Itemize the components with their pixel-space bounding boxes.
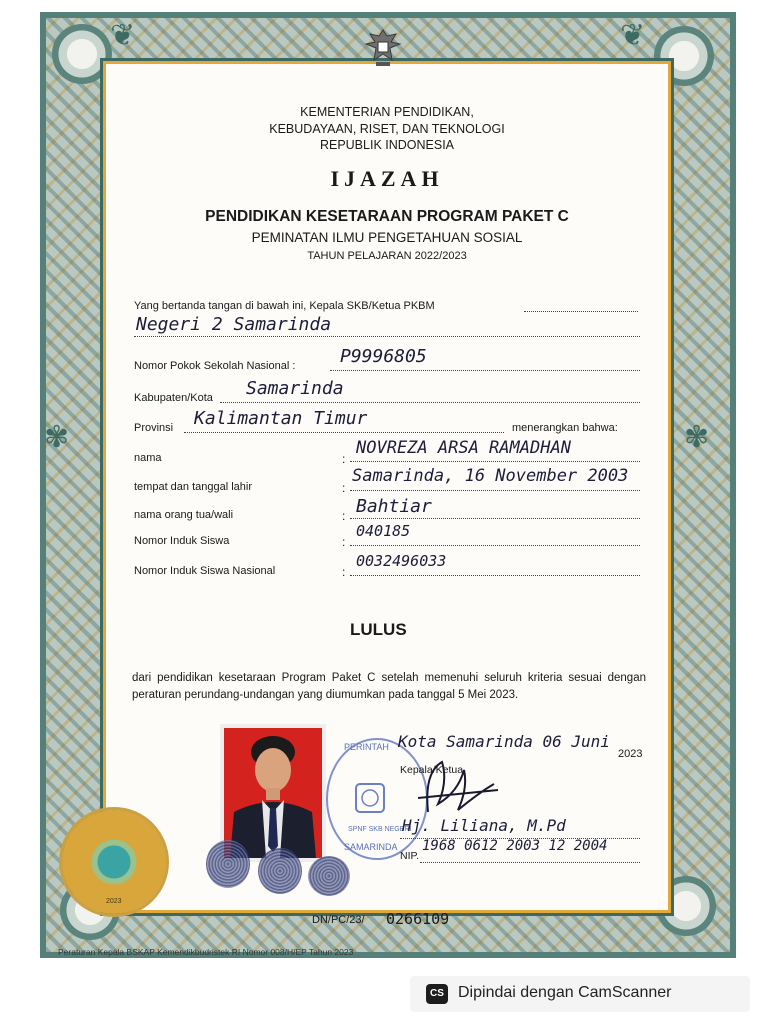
thumbprint xyxy=(206,840,250,888)
thumbprint xyxy=(258,848,302,894)
peminatan-subtitle: PEMINATAN ILMU PENGETAHUAN SOSIAL xyxy=(251,230,523,245)
ortu-label: nama orang tua/wali xyxy=(134,509,234,521)
provinsi-value: Kalimantan Timur xyxy=(194,408,368,429)
menerangkan-text: menerangkan bahwa: xyxy=(512,422,618,434)
portrait-icon xyxy=(224,728,322,858)
signing-place-date: Kota Samarinda 06 Juni xyxy=(398,732,610,751)
dotted-line xyxy=(420,862,640,863)
seal-year: 2023 xyxy=(106,898,122,905)
birth-place-date: Samarinda, 16 November 2003 xyxy=(352,466,629,486)
dotted-line xyxy=(350,575,640,576)
nis-value: 040185 xyxy=(356,522,411,540)
dotted-line xyxy=(134,336,640,337)
ttl-label: tempat dan tanggal lahir xyxy=(134,481,253,493)
result-status: LULUS xyxy=(350,620,407,639)
dotted-line xyxy=(524,311,638,312)
colon: : xyxy=(342,565,346,579)
stamp-center-text: SPNF SKB NEGERI xyxy=(348,826,412,833)
student-name: NOVREZA ARSA RAMADHAN xyxy=(356,438,571,458)
nama-label: nama xyxy=(134,452,162,464)
signing-year: 2023 xyxy=(618,748,643,760)
stamp-bottom-text: SAMARINDA xyxy=(344,842,398,852)
colon: : xyxy=(342,535,346,549)
npsn-value: P9996805 xyxy=(340,346,427,367)
floral-ornament-icon: ✾ xyxy=(684,421,710,454)
nisn-value: 0032496033 xyxy=(356,552,447,570)
regulation-footnote: Peraturan Kepala BSKAP Kemendikbudristek RI Nomor 008/H/EP Tahun 2023 xyxy=(58,947,354,957)
colon: : xyxy=(342,481,346,495)
camscanner-label: Dipindai dengan CamScanner xyxy=(458,984,672,1001)
npsn-label: Nomor Pokok Sekolah Nasional : xyxy=(134,360,296,372)
handwritten-signature xyxy=(398,752,508,822)
result-paragraph: dari pendidikan kesetaraan Program Paket C setelah memenuhi seluruh kriteria sesuai dengan peraturan perundang-undangan yang diumumkan pada tanggal 5 Mei 2023. xyxy=(132,672,646,701)
serial-number: 0266109 xyxy=(386,910,450,928)
floral-ornament-icon: ❦ xyxy=(620,19,646,52)
dotted-line xyxy=(184,432,504,433)
camscanner-badge xyxy=(410,976,750,1012)
floral-ornament-icon: ❦ xyxy=(110,19,136,52)
dotted-line xyxy=(350,461,640,462)
signer-role: Kepala/Ketua, xyxy=(400,764,466,776)
dotted-line xyxy=(350,518,640,519)
program-title: PENDIDIKAN KESETARAAN PROGRAM PAKET C xyxy=(205,208,569,225)
nis-label: Nomor Induk Siswa xyxy=(134,535,230,547)
dotted-line xyxy=(330,370,640,371)
dotted-line xyxy=(350,490,640,491)
parent-name: Bahtiar xyxy=(356,496,432,517)
ministry-line-1: KEMENTERIAN PENDIDIKAN, xyxy=(300,105,474,119)
document-title: IJAZAH xyxy=(330,166,444,191)
ministry-line-3: REPUBLIK INDONESIA xyxy=(319,138,455,152)
garuda-emblem-icon xyxy=(362,26,404,70)
school-name: Negeri 2 Samarinda xyxy=(136,314,332,335)
nip-label: NIP. xyxy=(400,850,420,862)
colon: : xyxy=(342,509,346,523)
academic-year: TAHUN PELAJARAN 2022/2023 xyxy=(307,250,467,262)
stamp-emblem-icon xyxy=(350,778,390,818)
colon: : xyxy=(342,452,346,466)
camscanner-icon: CS xyxy=(426,984,448,1004)
student-photo xyxy=(224,728,322,858)
nip-value: 1968 0612 2003 12 2004 xyxy=(422,838,608,854)
intro-text: Yang bertanda tangan di bawah ini, Kepala SKB/Ketua PKBM xyxy=(134,300,435,312)
kabupaten-value: Samarinda xyxy=(246,378,344,399)
kabupaten-label: Kabupaten/Kota xyxy=(134,392,213,404)
stamp-top-text: PERINTAH xyxy=(344,742,389,752)
serial-prefix: DN/PC/23/ xyxy=(312,914,365,926)
corner-rosette-icon xyxy=(52,24,112,84)
floral-ornament-icon: ✾ xyxy=(44,421,70,454)
ministry-line-2: KEBUDAYAAN, RISET, DAN TEKNOLOGI xyxy=(269,122,505,136)
nisn-label: Nomor Induk Siswa Nasional xyxy=(134,565,276,577)
dotted-line xyxy=(220,402,640,403)
signer-name: Hj. Liliana, M.Pd xyxy=(402,816,566,835)
thumbprint xyxy=(308,856,350,896)
dotted-line xyxy=(350,545,640,546)
provinsi-label: Provinsi xyxy=(134,422,174,434)
